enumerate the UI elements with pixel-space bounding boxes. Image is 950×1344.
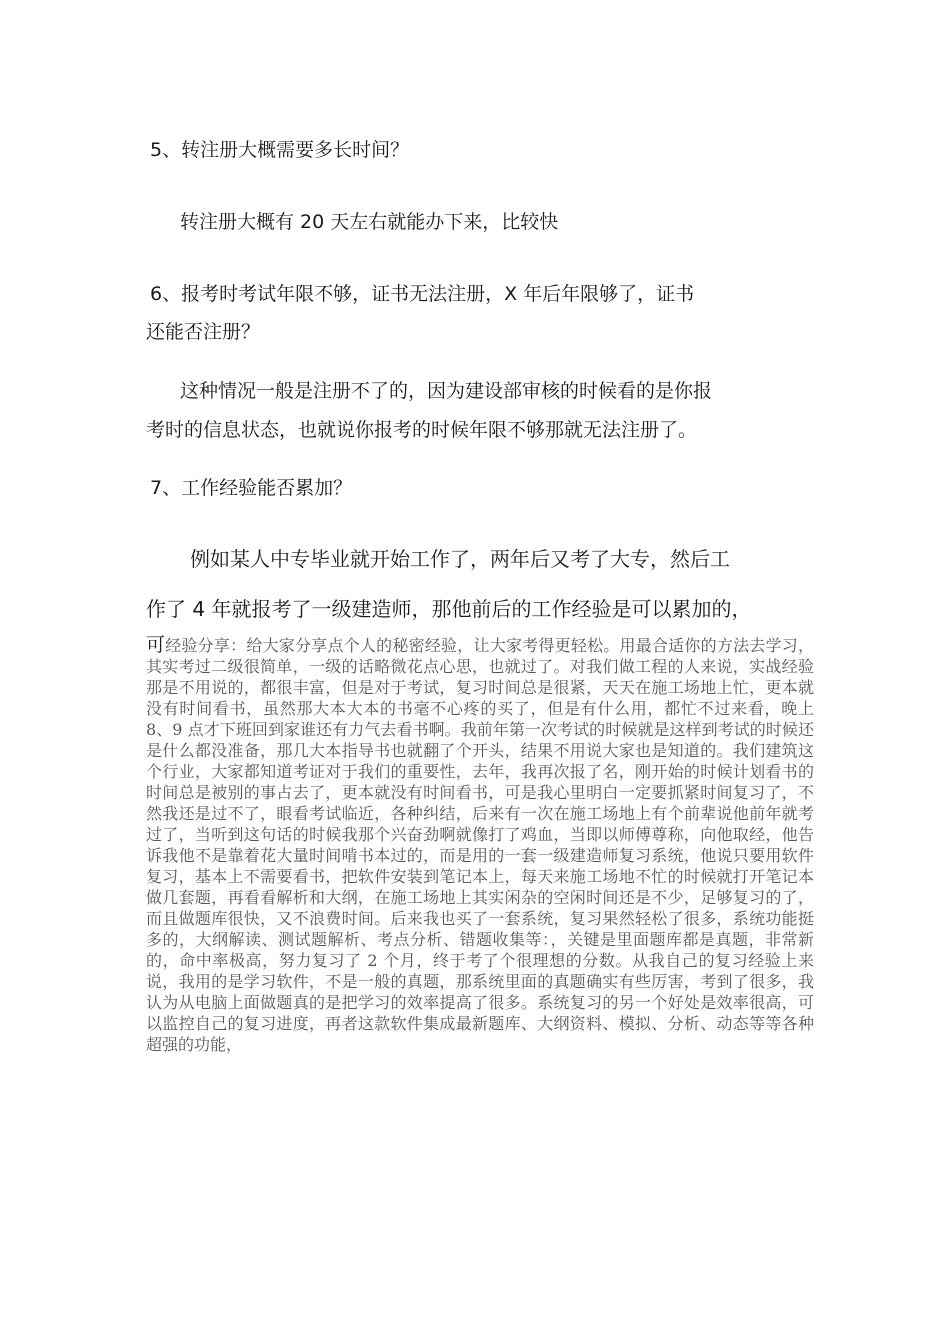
experience-share-paragraph bbox=[146, 635, 814, 1055]
q6-heading-line2: 还能否注册？ bbox=[146, 321, 261, 343]
q7-answer-line1: 例如某人中专毕业就开始工作了，两年后又考了大专，然后工 bbox=[190, 547, 730, 571]
q7-answer-line2: 作了 4 年就报考了一级建造师，那他前后的工作经验是可以累加的， bbox=[146, 597, 752, 621]
q7-heading: 7、工作经验能否累加？ bbox=[150, 477, 353, 499]
q7-answer-tail: 可 bbox=[146, 634, 166, 656]
q6-answer-line2: 考时的信息状态，也就说你报考的时候年限不够那就无法注册了。 bbox=[146, 419, 698, 441]
experience-share-text: 经验分享：给大家分享点个人的秘密经验，让大家考得更轻松。用最合适你的方法去学习，其实考过二级很简单，一级的话略微花点心思，也就过了。对我们做工程的人来说，实战经验那是不用说的，都很丰富，但是对于考试，复习时间总是很紧，天天在施工场地上忙，更本就没有时间看书，虽然那大本大本的书毫不心疼的买了，但是有什么用，都忙不过来看，晚上 8、9 点才下班回到家谁还有力气去看书啊。我前年第一次考试的时候就是这样到考试的时候还是什么都没准备，那几大本指导书也就翻了个开头，结果不用说大家也是知道的。我们建筑这个行业，大家都知道考证对于我们的重要性，去年，我再次报了名，刚开始的时候计划看书的时间总是被别的事占去了，更本就没有时间看书，可是我心里明白一定要抓紧时间复习了，不然我还是过不了，眼看考试临近，各种纠结，后来有一次在施工场地上有个前辈说他前年就考过了，当听到这句话的时候我那个兴奋劲啊就像打了鸡血，当即以师傅尊称，向他取经，他告诉我他不是靠着花大量时间啃书本过的，而是用的一套一级建造师复习系统，他说只要用软件复习，基本上不需要看书，把软件安装到笔记本上，每天来施工场地不忙的时候就打开笔记本做几套题，再看看解析和大纲，在施工场地上其实闲杂的空闲时间还是不少，足够复习的了，而且做题库很快，又不浪费时间。后来我也买了一套系统，复习果然轻松了很多，系统功能挺多的，大纲解读、测试题解析、考点分析、错题收集等：，关键是里面题库都是真题，非常新的，命中率极高，努力复习了 2 个月，终于考了个很理想的分数。从我自己的复习经验上来说，我用的是学习软件，不是一般的真题，那系统里面的真题确实有些厉害，考到了很多，我认为从电脑上面做题真的是把学习的效率提高了很多。系统复习的另一个好处是效率很高，可以监控自己的复习进度，再者这款软件集成最新题库、大纲资料、模拟、分析、动态等等各种超强的功能， bbox=[146, 636, 814, 1054]
q6-answer-line1: 这种情况一般是注册不了的，因为建设部审核的时候看的是你报 bbox=[180, 380, 713, 402]
q5-answer: 转注册大概有 20 天左右就能办下来，比较快 bbox=[180, 211, 559, 233]
q6-heading-line1: 6、报考时考试年限不够，证书无法注册，X 年后年限够了，证书 bbox=[150, 283, 695, 305]
q5-heading: 5、转注册大概需要多长时间？ bbox=[150, 139, 410, 161]
